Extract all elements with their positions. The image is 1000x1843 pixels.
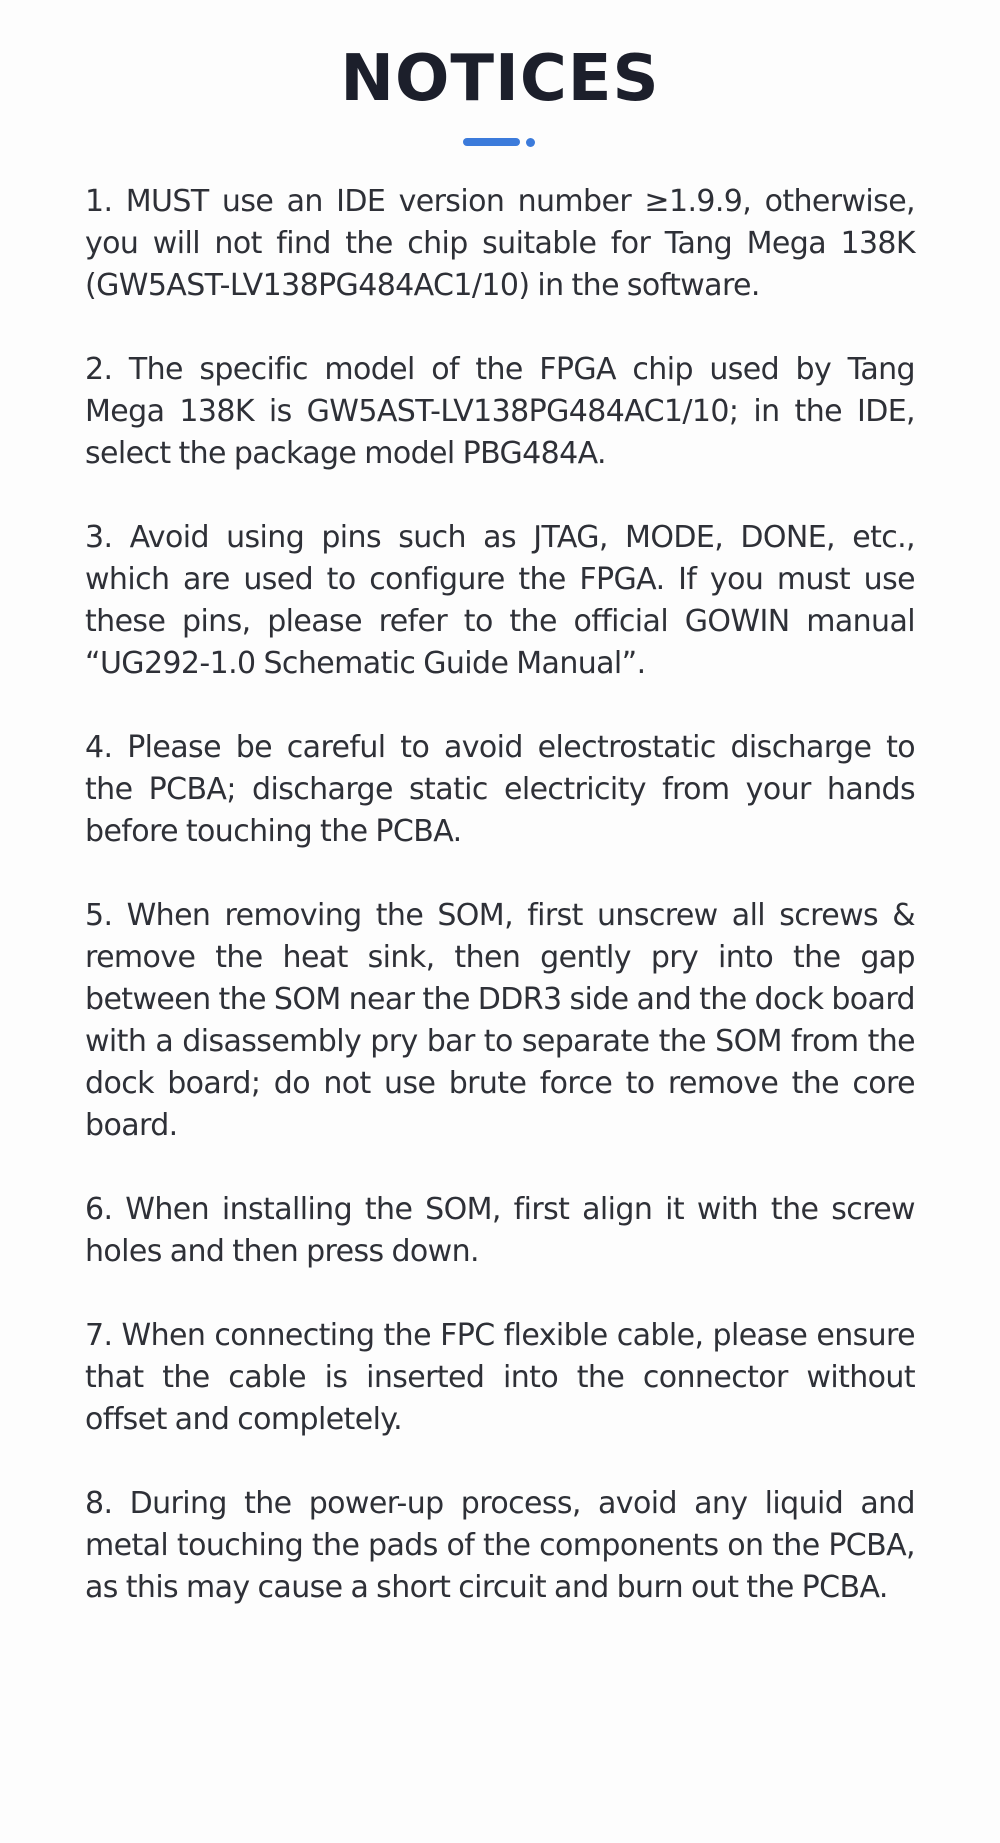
notice-item-4: 4. Please be careful to avoid electrostatic discharge to the PCBA; discharge static electricity from your hands before touching the PCBA.	[85, 730, 915, 849]
notices-list	[85, 181, 915, 1651]
notice-item-1: 1. MUST use an IDE version number ≥1.9.9, otherwise, you will not find the chip suitable for Tang Mega 138K (GW5AST-LV138PG484AC1/10) in the software.	[85, 184, 915, 303]
divider-dot	[526, 138, 535, 147]
divider-bar	[463, 138, 520, 146]
notice-item-6: 6. When installing the SOM, first align it with the screw holes and then press down.	[85, 1192, 915, 1269]
notice-item-8: 8. During the power-up process, avoid any liquid and metal touching the pads of the components on the PCBA, as this may cause a short circuit and burn out the PCBA.	[85, 1486, 915, 1605]
notice-item-3: 3. Avoid using pins such as JTAG, MODE, DONE, etc., which are used to configure the FPGA. If you must use these pins, please refer to the official GOWIN manual “UG292-1.0 Schematic Guide Manual”.	[85, 520, 915, 681]
notice-item-2: 2. The specific model of the FPGA chip used by Tang Mega 138K is GW5AST-LV138PG484AC1/10; in the IDE, select the package model PBG484A.	[85, 352, 915, 471]
page-title: NOTICES	[340, 42, 660, 116]
notice-item-7: 7. When connecting the FPC flexible cable, please ensure that the cable is inserted into the connector without offset and completely.	[85, 1318, 915, 1437]
title-divider	[0, 138, 1000, 147]
notice-item-5: 5. When removing the SOM, first unscrew all screws & remove the heat sink, then gently pry into the gap between the SOM near the DDR3 side and the dock board with a disassembly pry bar to separate the SOM from the dock board; do not use brute force to remove the core board.	[85, 898, 915, 1143]
